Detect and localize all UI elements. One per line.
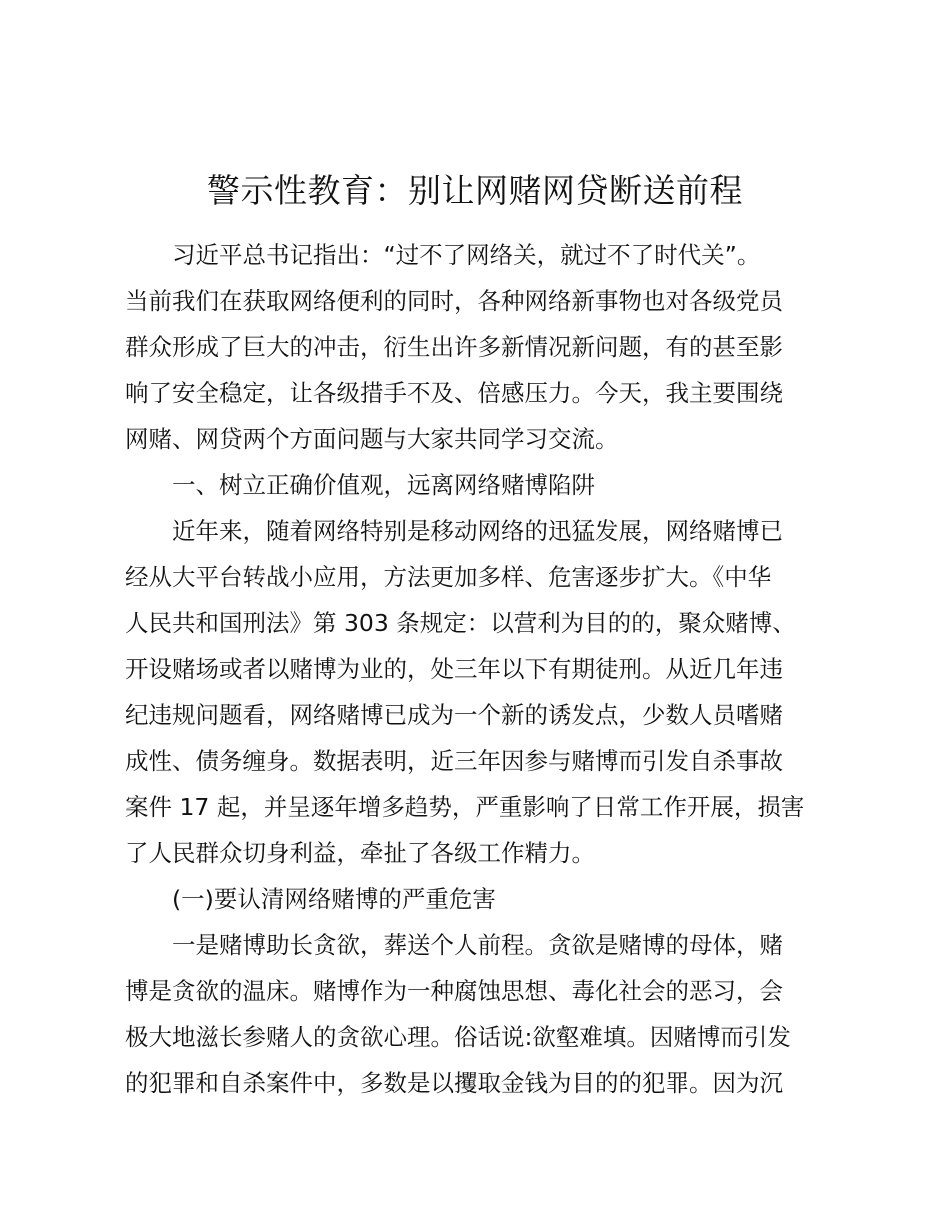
paragraph-line: 当前我们在获取网络便利的同时，各种网络新事物也对各级党员 xyxy=(125,287,783,315)
document-title: 警示性教育：别让网赌网贷断送前程 xyxy=(207,171,743,210)
paragraph-line: 响了安全稳定，让各级措手不及、倍感压力。今天，我主要围绕 xyxy=(125,379,783,407)
paragraph-line: 一是赌博助长贪欲，葬送个人前程。贪欲是赌博的母体，赌 xyxy=(172,931,783,959)
paragraph-line: 案件 17 起，并呈逐年增多趋势，严重影响了日常工作开展，损害 xyxy=(125,793,805,821)
paragraph-line: 极大地滋长参赌人的贪欲心理。俗话说:欲壑难填。因赌博而引发 xyxy=(125,1023,791,1051)
paragraph-line: 网赌、网贷两个方面问题与大家共同学习交流。 xyxy=(125,425,619,453)
paragraph-line: 习近平总书记指出：“过不了网络关，就过不了时代关”。 xyxy=(172,241,761,269)
paragraph-line: 纪违规问题看，网络赌博已成为一个新的诱发点，少数人员嗜赌 xyxy=(125,701,783,729)
paragraph-line: 经从大平台转战小应用，方法更加多样、危害逐步扩大。《中华 xyxy=(125,563,772,591)
paragraph-line: 了人民群众切身利益，牵扯了各级工作精力。 xyxy=(125,839,595,867)
paragraph-line: 近年来，随着网络特别是移动网络的迅猛发展，网络赌博已 xyxy=(172,517,783,545)
paragraph-line: 人民共和国刑法》第 303 条规定：以营利为目的的，聚众赌博、 xyxy=(125,609,796,637)
document-body xyxy=(125,232,835,1106)
paragraph-line: 的犯罪和自杀案件中，多数是以攫取金钱为目的的犯罪。因为沉 xyxy=(125,1069,783,1097)
paragraph-line: 博是贪欲的温床。赌博作为一种腐蚀思想、毒化社会的恶习，会 xyxy=(125,977,783,1005)
section-heading: 一、树立正确价值观，远离网络赌博陷阱 xyxy=(172,471,595,499)
paragraph-line: 成性、债务缠身。数据表明，近三年因参与赌博而引发自杀事故 xyxy=(125,747,783,775)
paragraph-line: 群众形成了巨大的冲击，衍生出许多新情况新问题，有的甚至影 xyxy=(125,333,783,361)
paragraph-line: 开设赌场或者以赌博为业的，处三年以下有期徒刑。从近几年违 xyxy=(125,655,783,683)
subsection-heading: (一)要认清网络赌博的严重危害 xyxy=(172,885,496,913)
